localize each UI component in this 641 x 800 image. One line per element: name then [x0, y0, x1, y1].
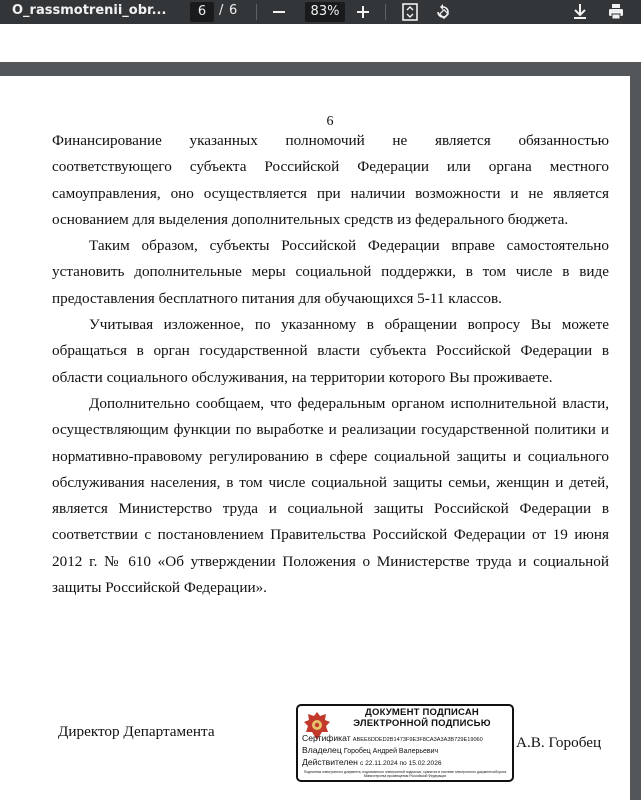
paragraph-financing: Финансирование указанных полномочий не является обязанностью соответствующего субъекта Российской Федерации или органа местного самоуправления, оно осуществляется при наличии возможности и не является основанием для выделения дополнительных средств из федерального бюджета. [52, 132, 609, 228]
stamp-owner-row [302, 745, 438, 755]
owner-value: Горобец Андрей Валерьевич [343, 748, 439, 755]
total-pages: 6 [229, 3, 238, 18]
zoom-in-icon[interactable] [352, 0, 374, 24]
page-number-input[interactable]: 6 [190, 2, 214, 22]
stamp-validity-row [302, 757, 442, 767]
document-page [0, 76, 630, 800]
stamp-heading-line1: ДОКУМЕНТ ПОДПИСАН [365, 707, 479, 718]
certificate-value: ABEE6DDED2B1473F9E3F8CA3A3A3B729E19060 [352, 737, 483, 743]
paragraph-ministry-info: Дополнительно сообщаем, что федеральным органом исполнительной власти, осуществляющим функции по выработке и реализации государственной политики и нормативно-правовому регулированию в сфере социальной защиты и социального обслуживания населения, в том числе социальной защиты семьи, женщин и детей, является Министерство труда и социальной защиты Российской Федерации в соответствии с постановлением Правительства Российской Федерации от 19 июня 2012 г. № 610 «Об утверждении Положения о Министерстве труда и социальной защиты Российской Федерации». [52, 394, 609, 597]
print-icon[interactable] [605, 0, 627, 24]
viewer-scroll-gutter[interactable] [630, 62, 641, 800]
validity-label: Действителен [302, 757, 358, 767]
page-separator: / [219, 3, 224, 18]
rotate-icon[interactable] [432, 0, 454, 24]
file-title: O_rassmotrenii_obr... [12, 3, 167, 18]
toolbar-divider [256, 4, 257, 20]
signer-name: А.В. Горобец [516, 734, 602, 751]
paragraph-where-to-apply: Учитывая изложенное, по указанному в обращении вопросу Вы можете обращаться в орган государственной власти субъекта Российской Федерации в области социального обслуживания, на территории которого Вы проживаете. [52, 316, 609, 386]
toolbar-divider [385, 4, 386, 20]
stamp-fine-print: Подлинник электронного документа, подписанного электронной подписью, хранится в системе электронного документооборота Министерства просвещения Российской Федерации [303, 770, 507, 778]
paragraph-subjects-right: Таким образом, субъекты Российской Федерации вправе самостоятельно установить дополнительные меры социальной поддержки, в том числе в виде предоставления бесплатного питания для обучающихся 5-11 классов. [52, 237, 609, 307]
pdf-toolbar [0, 0, 641, 24]
letter-body [52, 128, 609, 601]
owner-label: Владелец [302, 745, 342, 755]
signer-position: Директор Департамента [58, 723, 215, 740]
e-signature-stamp [296, 704, 514, 782]
download-icon[interactable] [569, 0, 591, 24]
zoom-out-icon[interactable] [268, 0, 290, 24]
stamp-heading-line2: ЭЛЕКТРОННОЙ ПОДПИСЬЮ [353, 718, 491, 729]
validity-value: с 22.11.2024 по 15.02.2026 [360, 760, 442, 767]
page-gap [0, 62, 641, 76]
zoom-level-input[interactable]: 83% [305, 2, 345, 22]
stamp-certificate-row [302, 733, 483, 743]
certificate-label: Сертификат [302, 733, 351, 743]
page-number: 6 [326, 114, 334, 129]
fit-page-icon[interactable] [399, 0, 421, 24]
